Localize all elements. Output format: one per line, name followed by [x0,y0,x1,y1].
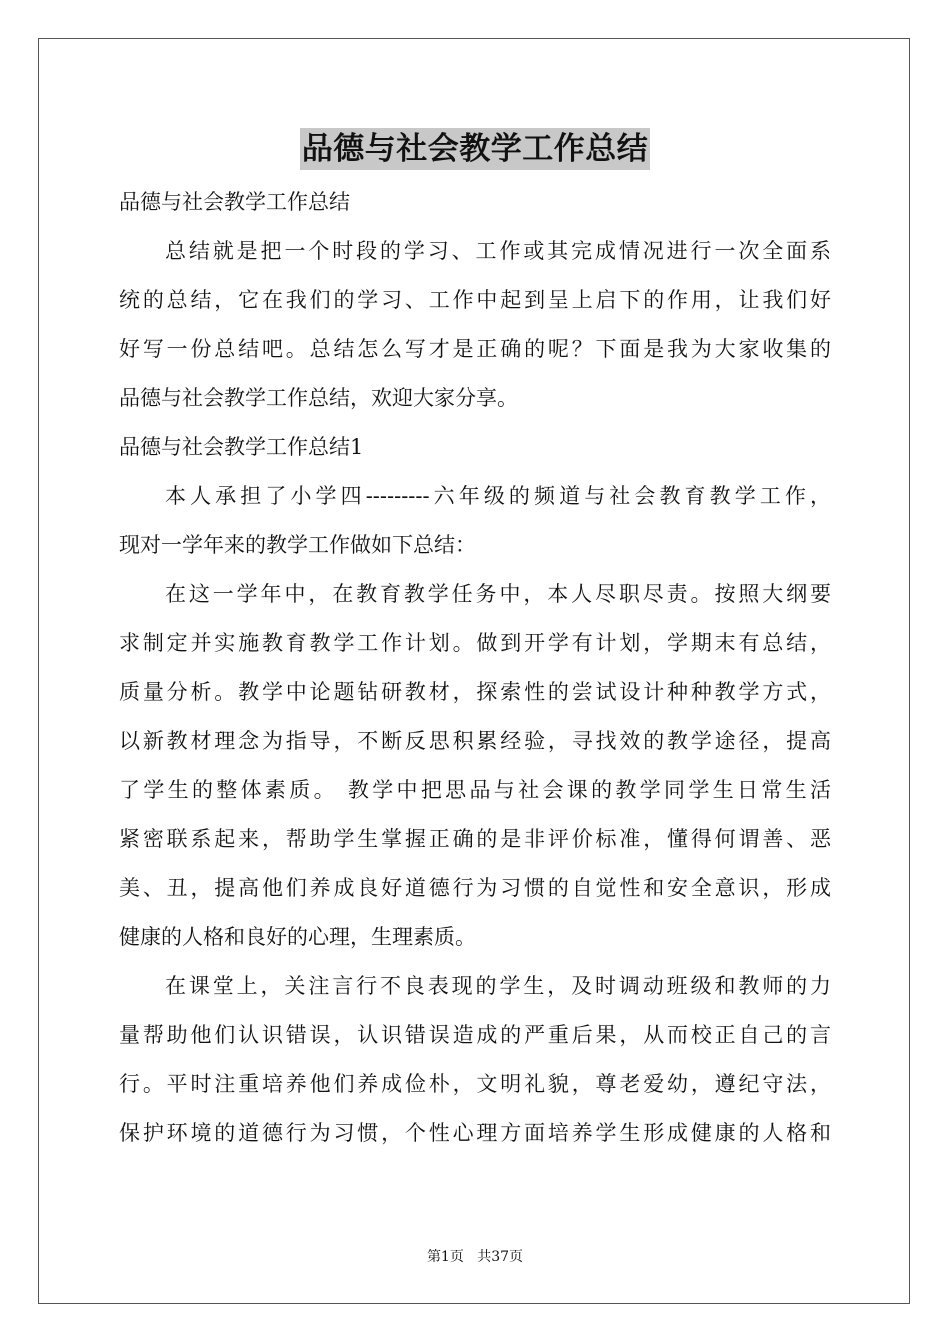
text-line: 总结就是把一个时段的学习、工作或其完成情况进行一次全面系 [165,239,831,263]
text-line: 紧密联系起来，帮助学生掌握正确的是非评价标准，懂得何谓善、恶 [119,827,831,851]
text-line: 在课堂上，关注言行不良表现的学生，及时调动班级和教师的力 [165,974,831,998]
text-line: 健康的人格和良好的心理，生理素质。 [119,925,476,949]
text-line: 了学生的整体素质。 教学中把思品与社会课的教学同学生日常生活 [119,778,831,802]
text-line: 本人承担了小学四---------六年级的频道与社会教育教学工作， [165,484,831,508]
page-footer [0,1247,950,1267]
text-line: 量帮助他们认识错误，认识错误造成的严重后果，从而校正自己的言 [119,1023,831,1047]
text-line: 行。平时注重培养他们养成俭朴，文明礼貌，尊老爱幼，遵纪守法， [119,1072,831,1096]
text-line: 现对一学年来的教学工作做如下总结： [119,533,476,557]
text-line: 品德与社会教学工作总结 [119,190,350,214]
text-line: 美、丑，提高他们养成良好道德行为习惯的自觉性和安全意识，形成 [119,876,831,900]
text-line: 保护环境的道德行为习惯，个性心理方面培养学生形成健康的人格和 [119,1121,831,1145]
page-number: 第1页 [426,1249,464,1265]
document-title: 品德与社会教学工作总结 [300,128,651,170]
text-line: 品德与社会教学工作总结，欢迎大家分享。 [119,386,518,410]
text-line: 以新教材理念为指导，不断反思积累经验，寻找效的教学途径，提高 [119,729,831,753]
text-line: 品德与社会教学工作总结1 [119,435,364,459]
text-line: 统的总结，它在我们的学习、工作中起到呈上启下的作用，让我们好 [119,288,831,312]
text-line: 好写一份总结吧。总结怎么写才是正确的呢？下面是我为大家收集的 [119,337,831,361]
text-line: 求制定并实施教育教学工作计划。做到开学有计划，学期末有总结， [119,631,831,655]
page-total: 共37页 [477,1249,524,1265]
document-body [119,178,831,1158]
text-line: 质量分析。教学中论题钻研教材，探索性的尝试设计种种教学方式， [119,680,831,704]
title-container [0,128,950,170]
text-line: 在这一学年中，在教育教学任务中，本人尽职尽责。按照大纲要 [165,582,831,606]
